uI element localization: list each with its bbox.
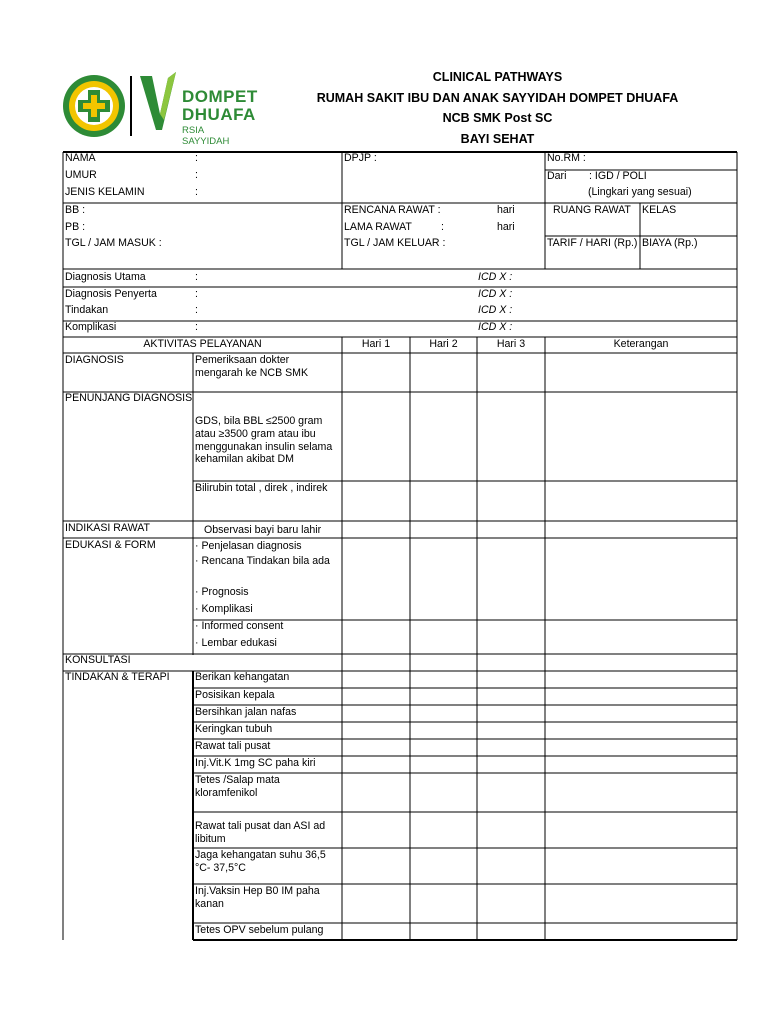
tindakan-item: Inj.Vaksin Hep B0 IM paha kanan: [195, 885, 320, 910]
label-lama-rawat: LAMA RAWAT: [344, 221, 412, 233]
section-penunjang: PENUNJANG DIAGNOSIS: [65, 392, 193, 404]
item-gds: GDS, bila BBL ≤2500 gram atau ≥3500 gram atau ibu menggunakan insulin selama kehamilan akibat DM: [195, 415, 333, 466]
tindakan-item: Rawat tali pusat dan ASI ad libitum: [195, 820, 326, 845]
label-tindakan: Tindakan: [65, 304, 109, 316]
edukasi-item: · Prognosis: [195, 586, 249, 598]
label-tgl-masuk: TGL / JAM MASUK :: [65, 237, 162, 249]
label-diagnosis-penyerta: Diagnosis Penyerta: [65, 288, 157, 300]
header-hari-1: Hari 1: [361, 338, 391, 350]
title-clinical-pathways: CLINICAL PATHWAYS: [432, 70, 563, 84]
icd-diag-penyerta: ICD X :: [478, 288, 513, 300]
label-hari-rencana: hari: [497, 204, 515, 216]
tindakan-item: Rawat tali pusat: [195, 740, 271, 752]
tindakan-item: Tetes OPV sebelum pulang: [195, 924, 324, 936]
header-keterangan: Keterangan: [613, 338, 669, 350]
tindakan-item: Berikan kehangatan: [195, 671, 290, 683]
form-grid-lines: [62, 151, 738, 941]
title-hospital: RUMAH SAKIT IBU DAN ANAK SAYYIDAH DOMPET DHUAFA: [316, 90, 679, 105]
colon-diag-penyerta: :: [195, 288, 198, 300]
icd-komplikasi: ICD X :: [478, 321, 513, 333]
brand-name: DOMPET DHUAFA: [182, 87, 258, 124]
label-dpjp: DPJP :: [344, 152, 377, 164]
label-no-rm: No.RM :: [547, 152, 586, 164]
tindakan-item: Jaga kehangatan suhu 36,5 °C- 37,5°C: [195, 849, 326, 874]
item-pemeriksaan: Pemeriksaan dokter mengarah ke NCB SMK: [195, 354, 309, 379]
page-header: [0, 0, 768, 150]
section-konsultasi: KONSULTASI: [65, 654, 131, 666]
header-hari-2: Hari 2: [429, 338, 458, 350]
label-bb: BB :: [65, 204, 86, 216]
colon-diag-utama: :: [195, 271, 198, 283]
edukasi-item: · Penjelasan diagnosis: [195, 540, 302, 552]
tindakan-item: Tetes /Salap mata kloramfenikol: [195, 774, 280, 799]
edukasi-item: · Rencana Tindakan bila ada: [195, 555, 330, 567]
icd-diag-utama: ICD X :: [478, 271, 513, 283]
label-pb: PB :: [65, 221, 86, 233]
header-aktivitas: AKTIVITAS PELAYANAN: [143, 338, 262, 350]
colon-komplikasi: :: [195, 321, 198, 333]
label-diagnosis-utama: Diagnosis Utama: [65, 271, 146, 283]
label-biaya: BIAYA (Rp.): [642, 237, 698, 249]
section-indikasi: INDIKASI RAWAT: [65, 522, 150, 534]
item-bilirubin: Bilirubin total , direk , indirek: [195, 482, 328, 494]
document-titles: [290, 67, 705, 149]
label-tgl-keluar: TGL / JAM KELUAR :: [344, 237, 446, 249]
tindakan-item: Bersihkan jalan nafas: [195, 706, 297, 718]
label-hari-lama: hari: [497, 221, 515, 233]
title-bayi-sehat: BAYI SEHAT: [460, 131, 535, 146]
section-diagnosis: DIAGNOSIS: [65, 354, 124, 366]
dari-options: : IGD / POLI: [589, 170, 647, 182]
title-ncb: NCB SMK Post SC: [442, 111, 553, 125]
tindakan-item: Keringkan tubuh: [195, 723, 273, 735]
label-ruang-rawat: RUANG RAWAT: [553, 204, 631, 216]
edukasi-item: · Informed consent: [195, 620, 284, 632]
colon-jk: :: [195, 186, 198, 198]
edukasi-item: · Komplikasi: [195, 603, 253, 615]
item-observasi: Observasi bayi baru lahir: [204, 524, 322, 536]
edukasi-item: · Lembar edukasi: [195, 637, 277, 649]
icd-tindakan: ICD X :: [478, 304, 513, 316]
label-rencana-rawat: RENCANA RAWAT :: [344, 204, 441, 216]
colon-lama: :: [441, 221, 444, 233]
label-umur: UMUR: [65, 169, 97, 181]
label-lingkari: (Lingkari yang sesuai): [588, 186, 692, 198]
hospital-seal-icon: [62, 68, 182, 144]
section-tindakan-terapi: TINDAKAN & TERAPI: [65, 671, 170, 683]
label-dari: Dari: [547, 170, 567, 182]
logo-area: [62, 68, 258, 147]
header-hari-3: Hari 3: [496, 338, 526, 350]
pathway-form: [62, 151, 738, 941]
brand-sub: RSIA SAYYIDAH: [182, 125, 230, 147]
colon-nama: :: [195, 152, 198, 164]
label-jenis-kelamin: JENIS KELAMIN: [65, 186, 145, 198]
tindakan-item: Inj.Vit.K 1mg SC paha kiri: [195, 757, 316, 769]
label-nama: NAMA: [65, 152, 96, 164]
label-komplikasi: Komplikasi: [65, 321, 117, 333]
label-kelas: KELAS: [642, 204, 677, 216]
label-tarif: TARIF / HARI (Rp.): [547, 237, 638, 249]
colon-umur: :: [195, 169, 198, 181]
section-edukasi: EDUKASI & FORM: [65, 539, 156, 551]
colon-tindakan: :: [195, 304, 198, 316]
tindakan-item: Posisikan kepala: [195, 689, 275, 701]
